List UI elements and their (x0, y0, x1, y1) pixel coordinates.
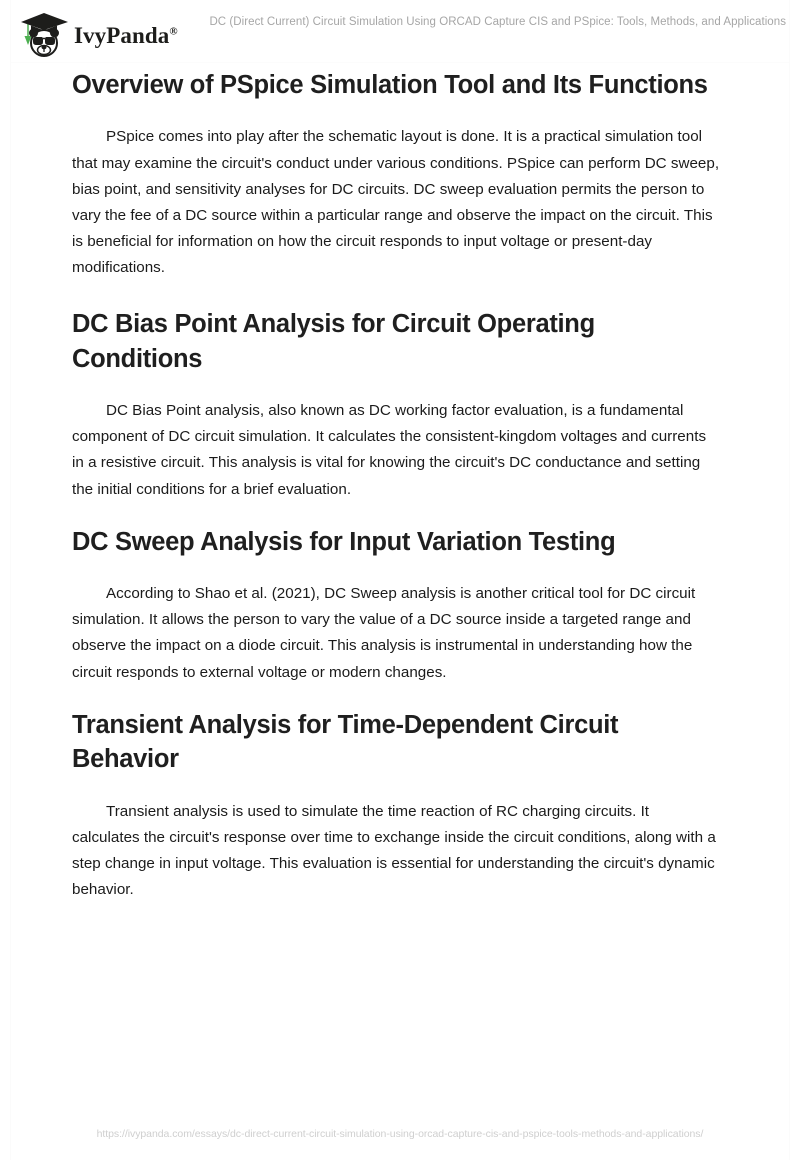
page-header (0, 0, 800, 58)
registered-mark-icon: ® (169, 24, 178, 37)
section-heading-4: Transient Analysis for Time-Dependent Circuit Behavior (72, 710, 619, 774)
spacer (72, 559, 720, 581)
brand-logo[interactable] (18, 12, 178, 58)
section-paragraph-4: Transient analysis is used to simulate the time reaction of RC charging circuits. It calculates the circuit's response over time to exchange inside the circuit conditions, along with a step change in input voltage. This evaluation is essential for understanding the circuit's dynamic behavior. (72, 802, 716, 898)
spacer (72, 777, 720, 799)
section-heading-3: DC Sweep Analysis for Input Variation Testing (72, 527, 616, 556)
page-border-left (10, 0, 11, 1160)
document-title: DC (Direct Current) Circuit Simulation Using ORCAD Capture CIS and PSpice: Tools, Methods, and Applications (209, 16, 786, 28)
spacer (72, 503, 720, 525)
document-body (72, 68, 720, 903)
spacer (72, 376, 720, 398)
page-footer (0, 1112, 800, 1160)
spacer (72, 686, 720, 708)
spacer (72, 102, 720, 124)
section-paragraph-1: PSpice comes into play after the schematic layout is done. It is a practical simulation tool that may examine the circuit's conduct under various conditions. PSpice can perform DC sweep, bias point, and sensitivity analyses for DC circuits. DC sweep evaluation permits the person to vary the fee of a DC source within a particular range and observe the impact on the circuit. This is beneficial for information on how the circuit responds to input voltage or present-day modifications. (72, 128, 720, 277)
section-heading-1: Overview of PSpice Simulation Tool and Its Functions (72, 71, 708, 99)
section-paragraph-3: According to Shao et al. (2021), DC Sweep analysis is another critical tool for DC circuit simulation. It allows the person to vary the value of a DC source inside a targeted range and observe the impact on a diode circuit. This analysis is instrumental in understanding how the circuit responds to external voltage or modern changes. (72, 585, 696, 681)
header-divider (11, 62, 789, 63)
source-url-link[interactable]: https://ivypanda.com/essays/dc-direct-current-circuit-simulation-using-orcad-capture-cis-and-pspice-tools-methods-and-applications/ (96, 1128, 704, 1140)
page-border-right (789, 0, 790, 1160)
brand-name: IvyPanda® (74, 22, 178, 48)
section-heading-2: DC Bias Point Analysis for Circuit Operating Conditions (72, 310, 595, 373)
panda-graduate-logo-icon (18, 12, 70, 58)
spacer (72, 281, 720, 307)
section-paragraph-2: DC Bias Point analysis, also known as DC working factor evaluation, is a fundamental component of DC circuit simulation. It calculates the consistent-kingdom voltages and currents in a resistive circuit. This analysis is vital for knowing the circuit's DC conductance and setting the initial conditions for a brief evaluation. (72, 402, 707, 498)
